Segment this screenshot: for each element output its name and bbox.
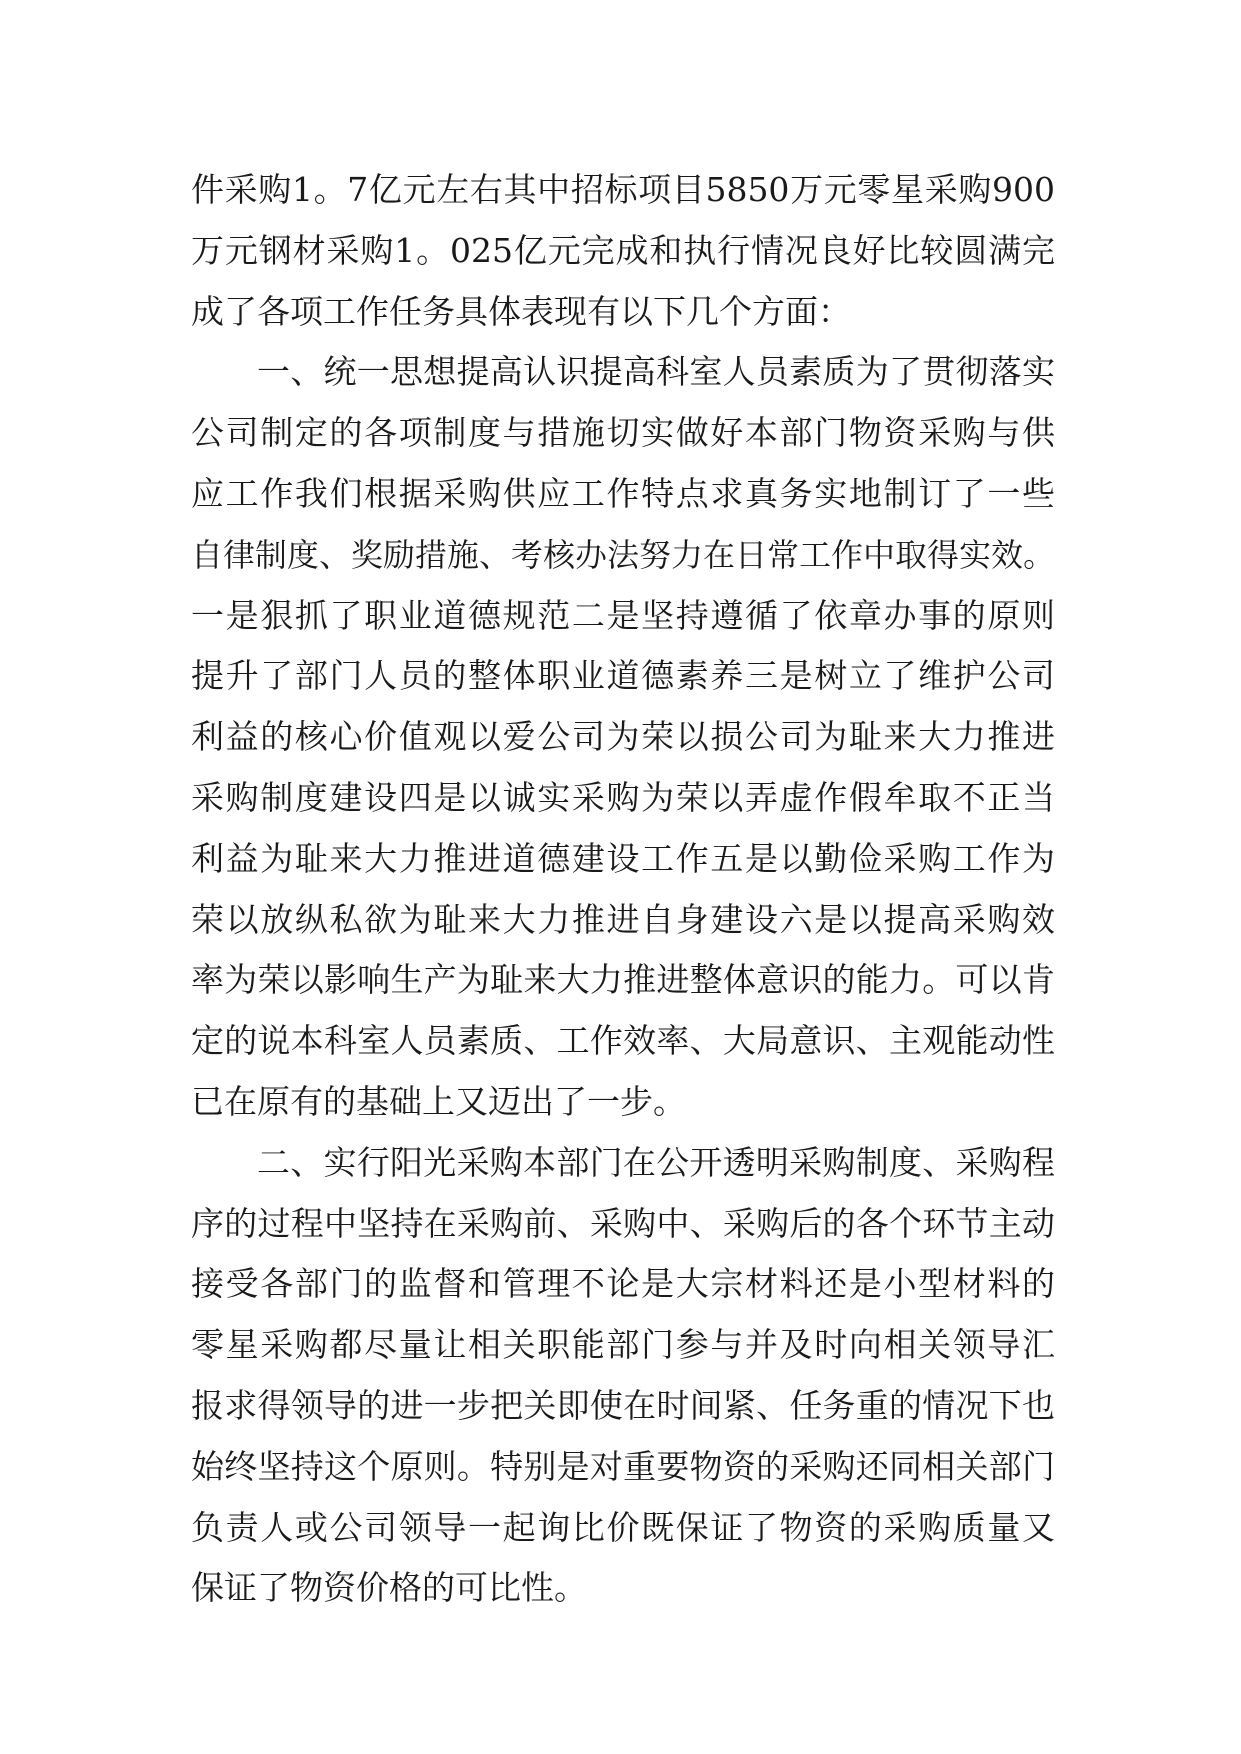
text-line: 件采购1。7亿元左右其中招标项目5850万元零星采购900 bbox=[191, 170, 1055, 209]
text-line: 率为荣以影响生产为耻来大力推进整体意识的能力。可以肯 bbox=[191, 960, 1055, 1000]
paragraph-first-line: 二、实行阳光采购本部门在公开透明采购制度、采购程 bbox=[257, 1142, 1055, 1182]
text-line: 保证了物资价格的可比性。 bbox=[191, 1568, 587, 1608]
text-line: 利益的核心价值观以爱公司为荣以损公司为耻来大力推进 bbox=[191, 717, 1055, 757]
text-line: 一是狠抓了职业道德规范二是坚持遵循了依章办事的原则 bbox=[191, 595, 1055, 635]
body-text bbox=[191, 160, 1055, 1619]
text-line: 荣以放纵私欲为耻来大力推进自身建设六是以提高采购效 bbox=[191, 899, 1055, 939]
text-line: 报求得领导的进一步把关即使在时间紧、任务重的情况下也 bbox=[191, 1385, 1055, 1425]
text-line: 采购制度建设四是以诚实采购为荣以弄虚作假牟取不正当 bbox=[191, 777, 1055, 817]
text-line: 利益为耻来大力推进道德建设工作五是以勤俭采购工作为 bbox=[191, 838, 1055, 878]
text-line: 提升了部门人员的整体职业道德素养三是树立了维护公司 bbox=[191, 656, 1055, 696]
text-line: 零星采购都尽量让相关职能部门参与并及时向相关领导汇 bbox=[191, 1325, 1055, 1365]
text-line: 定的说本科室人员素质、工作效率、大局意识、主观能动性 bbox=[191, 1021, 1055, 1061]
text-line: 已在原有的基础上又迈出了一步。 bbox=[191, 1081, 686, 1121]
paragraph-first-line: 一、统一思想提高认识提高科室人员素质为了贯彻落实 bbox=[257, 352, 1055, 392]
text-line: 万元钢材采购1。025亿元完成和执行情况良好比较圆满完 bbox=[191, 230, 1055, 270]
text-line: 序的过程中坚持在采购前、采购中、采购后的各个环节主动 bbox=[191, 1203, 1055, 1243]
text-line: 负责人或公司领导一起询比价既保证了物资的采购质量又 bbox=[191, 1507, 1055, 1547]
text-line: 始终坚持这个原则。特别是对重要物资的采购还同相关部门 bbox=[191, 1446, 1055, 1486]
text-line: 公司制定的各项制度与措施切实做好本部门物资采购与供 bbox=[191, 413, 1055, 453]
text-line: 接受各部门的监督和管理不论是大宗材料还是小型材料的 bbox=[191, 1264, 1055, 1304]
text-line: 成了各项工作任务具体表现有以下几个方面： bbox=[191, 291, 851, 331]
text-line: 自律制度、奖励措施、考核办法努力在日常工作中取得实效。 bbox=[191, 535, 1055, 574]
text-line: 应工作我们根据采购供应工作特点求真务实地制订了一些 bbox=[191, 473, 1055, 513]
